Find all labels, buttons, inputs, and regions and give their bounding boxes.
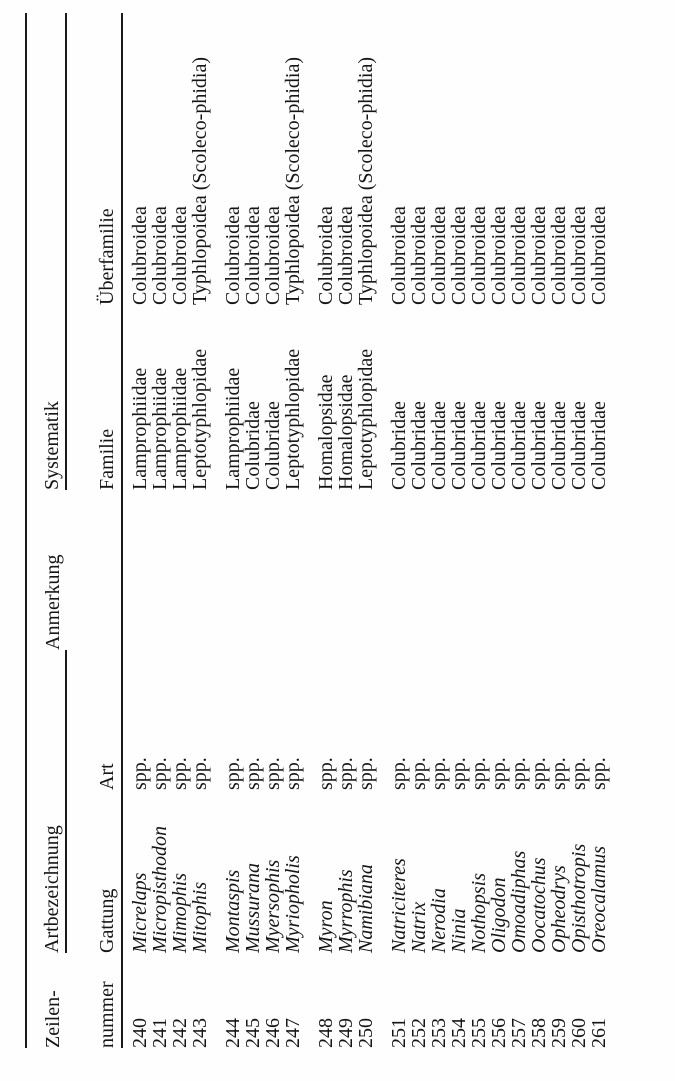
cell-nr: 253 [428, 1018, 450, 1048]
cell-nr: 259 [548, 1018, 570, 1048]
cell-art: spp. [548, 757, 570, 790]
header-row-group [26, 13, 66, 1048]
cell-familie: Colubridae [262, 401, 284, 490]
table-row [549, 13, 569, 1048]
cell-nr: 255 [468, 1018, 490, 1048]
cell-ueberfamilie: Colubroidea [428, 206, 450, 305]
header-art: Art [66, 650, 122, 790]
cell-anmerkung [529, 490, 549, 650]
cell-anmerkung [150, 490, 170, 650]
cell-ueberfamilie: Colubroidea [488, 206, 510, 305]
cell-gattung: Nothopsis [468, 872, 490, 953]
cell-gattung: Omoadiphas [508, 850, 530, 953]
cell-gattung: Mitophis [189, 881, 211, 953]
cell-nr: 251 [388, 1018, 410, 1048]
cell-art: spp. [242, 757, 264, 790]
cell-gattung: Namibiana [355, 864, 377, 953]
cell-ueberfamilie: Colubroidea [528, 206, 550, 305]
cell-art: spp. [129, 757, 151, 790]
cell-art: spp. [169, 757, 191, 790]
cell-nr: 254 [448, 1018, 470, 1048]
table-row [409, 13, 429, 1048]
cell-ueberfamilie: Colubroidea [315, 206, 337, 305]
table-row [263, 13, 283, 1048]
cell-ueberfamilie: Colubroidea [388, 206, 410, 305]
cell-art: spp. [388, 757, 410, 790]
cell-gattung: Natrix [408, 901, 430, 953]
cell-ueberfamilie: Typhlopoidea (Scoleco-phidia) [189, 57, 211, 305]
cell-anmerkung [190, 490, 210, 650]
rotated-table-container [25, 13, 609, 1048]
cell-nr: 250 [355, 1018, 377, 1048]
group-spacer-cell [303, 13, 316, 1048]
cell-anmerkung [122, 490, 150, 650]
cell-art: spp. [408, 757, 430, 790]
table-row [336, 13, 356, 1048]
cell-nr: 246 [262, 1018, 284, 1048]
cell-familie: Lamprophiidae [222, 367, 244, 490]
cell-familie: Colubridae [468, 401, 490, 490]
cell-anmerkung [336, 490, 356, 650]
table-row [429, 13, 449, 1048]
cell-nr: 256 [488, 1018, 510, 1048]
cell-familie: Colubridae [408, 401, 430, 490]
cell-gattung: Opisthotropis [568, 843, 590, 953]
cell-gattung: Myron [315, 900, 337, 953]
cell-gattung: Oligodon [488, 877, 510, 953]
cell-gattung: Myriopholis [282, 855, 304, 953]
table-row [150, 13, 170, 1048]
cell-ueberfamilie: Colubroidea [262, 206, 284, 305]
cell-ueberfamilie: Colubroidea [222, 206, 244, 305]
cell-art: spp. [335, 757, 357, 790]
cell-nr: 241 [149, 1018, 171, 1048]
cell-gattung: Micrelaps [129, 872, 151, 953]
cell-familie: Leptotyphlopidae [355, 348, 377, 490]
cell-familie: Lamprophiidae [169, 367, 191, 490]
table-row [469, 13, 489, 1048]
table-row [316, 13, 336, 1048]
cell-ueberfamilie: Typhlopoidea (Scoleco-phidia) [282, 57, 304, 305]
table-header [26, 13, 122, 1048]
cell-familie: Colubridae [508, 401, 530, 490]
cell-gattung: Oreocalamus [588, 845, 610, 953]
table-row [569, 13, 589, 1048]
cell-art: spp. [315, 757, 337, 790]
header-group-systematik: Systematik [26, 13, 66, 490]
cell-gattung: Oocatochus [528, 857, 550, 953]
cell-familie: Colubridae [548, 401, 570, 490]
cell-anmerkung [356, 490, 376, 650]
cell-familie: Colubridae [488, 401, 510, 490]
cell-nr: 242 [169, 1018, 191, 1048]
cell-nr: 245 [242, 1018, 264, 1048]
cell-gattung: Nerodia [428, 888, 450, 953]
cell-art: spp. [448, 757, 470, 790]
table-row [283, 13, 303, 1048]
cell-anmerkung [489, 490, 509, 650]
header-familie: Familie [66, 305, 122, 490]
cell-familie: Colubridae [388, 401, 410, 490]
cell-art: spp. [528, 757, 550, 790]
cell-anmerkung [389, 490, 409, 650]
cell-gattung: Natriciteres [388, 858, 410, 953]
cell-ueberfamilie: Colubroidea [468, 206, 490, 305]
cell-gattung: Micropisthodon [149, 825, 171, 953]
header-anmerkung-spacer [66, 490, 122, 650]
cell-ueberfamilie: Colubroidea [568, 206, 590, 305]
cell-ueberfamilie: Colubroidea [588, 206, 610, 305]
cell-gattung: Mimophis [169, 873, 191, 953]
cell-familie: Homalopsidae [315, 374, 337, 490]
table-row [589, 13, 609, 1048]
table-row [356, 13, 376, 1048]
cell-gattung: Myrrophis [335, 869, 357, 953]
cell-nr: 252 [408, 1018, 430, 1048]
cell-ueberfamilie: Colubroidea [408, 206, 430, 305]
cell-ueberfamilie: Colubroidea [149, 206, 171, 305]
header-zeilennummer-line1: Zeilen- [42, 990, 64, 1048]
cell-anmerkung [509, 490, 529, 650]
cell-anmerkung [449, 490, 469, 650]
cell-art: spp. [355, 757, 377, 790]
cell-art: spp. [149, 757, 171, 790]
cell-familie: Homalopsidae [335, 374, 357, 490]
header-gattung: Gattung [66, 790, 122, 953]
table-row [122, 13, 150, 1048]
cell-familie: Colubridae [448, 401, 470, 490]
cell-art: spp. [488, 757, 510, 790]
cell-gattung: Myersophis [262, 859, 284, 953]
cell-art: spp. [468, 757, 490, 790]
table-row [449, 13, 469, 1048]
cell-ueberfamilie: Colubroidea [448, 206, 470, 305]
cell-familie: Colubridae [242, 401, 264, 490]
cell-nr: 249 [335, 1018, 357, 1048]
header-row-columns [66, 13, 122, 1048]
cell-anmerkung [223, 490, 243, 650]
table-row [243, 13, 263, 1048]
cell-gattung: Ninia [448, 908, 470, 953]
cell-nr: 247 [282, 1018, 304, 1048]
cell-familie: Colubridae [428, 401, 450, 490]
cell-nr: 244 [222, 1018, 244, 1048]
cell-art: spp. [588, 757, 610, 790]
cell-anmerkung [170, 490, 190, 650]
cell-anmerkung [429, 490, 449, 650]
cell-anmerkung [243, 490, 263, 650]
cell-ueberfamilie: Typhlopoidea (Scoleco-phidia) [355, 57, 377, 305]
cell-ueberfamilie: Colubroidea [129, 206, 151, 305]
cell-familie: Colubridae [568, 401, 590, 490]
header-zeilennummer-line2: nummer [66, 953, 122, 1048]
cell-anmerkung [409, 490, 429, 650]
cell-anmerkung [263, 490, 283, 650]
cell-familie: Leptotyphlopidae [189, 348, 211, 490]
cell-ueberfamilie: Colubroidea [508, 206, 530, 305]
cell-ueberfamilie: Colubroidea [242, 206, 264, 305]
cell-anmerkung [469, 490, 489, 650]
cell-gattung: Opheodrys [548, 865, 570, 953]
cell-art: spp. [262, 757, 284, 790]
cell-ueberfamilie: Colubroidea [169, 206, 191, 305]
cell-art: spp. [568, 757, 590, 790]
cell-art: spp. [282, 757, 304, 790]
cell-familie: Lamprophiidae [129, 367, 151, 490]
cell-art: spp. [189, 757, 211, 790]
table-row [489, 13, 509, 1048]
group-spacer-row [303, 13, 316, 1048]
cell-gattung: Mussurana [242, 862, 264, 953]
cell-familie: Colubridae [588, 401, 610, 490]
cell-familie: Colubridae [528, 401, 550, 490]
cell-nr: 258 [528, 1018, 550, 1048]
cell-gattung: Montaspis [222, 869, 244, 953]
cell-anmerkung [569, 490, 589, 650]
table-body [122, 13, 609, 1048]
cell-anmerkung [316, 490, 336, 650]
cell-anmerkung [549, 490, 569, 650]
table-row [223, 13, 243, 1048]
table-row [190, 13, 210, 1048]
cell-familie: Lamprophiidae [149, 367, 171, 490]
table-row [389, 13, 409, 1048]
cell-art: spp. [222, 757, 244, 790]
header-anmerkung: Anmerkung [42, 554, 64, 650]
cell-nr: 260 [568, 1018, 590, 1048]
cell-anmerkung [589, 490, 609, 650]
cell-anmerkung [283, 490, 303, 650]
cell-art: spp. [508, 757, 530, 790]
cell-ueberfamilie: Colubroidea [335, 206, 357, 305]
header-ueberfamilie: Überfamilie [66, 13, 122, 305]
table-row [509, 13, 529, 1048]
cell-ueberfamilie: Colubroidea [548, 206, 570, 305]
cell-nr: 261 [588, 1018, 610, 1048]
species-table [25, 13, 609, 1048]
cell-nr: 243 [189, 1018, 211, 1048]
cell-art: spp. [428, 757, 450, 790]
cell-nr: 240 [129, 1018, 151, 1048]
cell-nr: 248 [315, 1018, 337, 1048]
cell-familie: Leptotyphlopidae [282, 348, 304, 490]
header-group-artbezeichnung: Artbezeichnung [26, 650, 66, 953]
table-row [529, 13, 549, 1048]
table-row [170, 13, 190, 1048]
cell-nr: 257 [508, 1018, 530, 1048]
